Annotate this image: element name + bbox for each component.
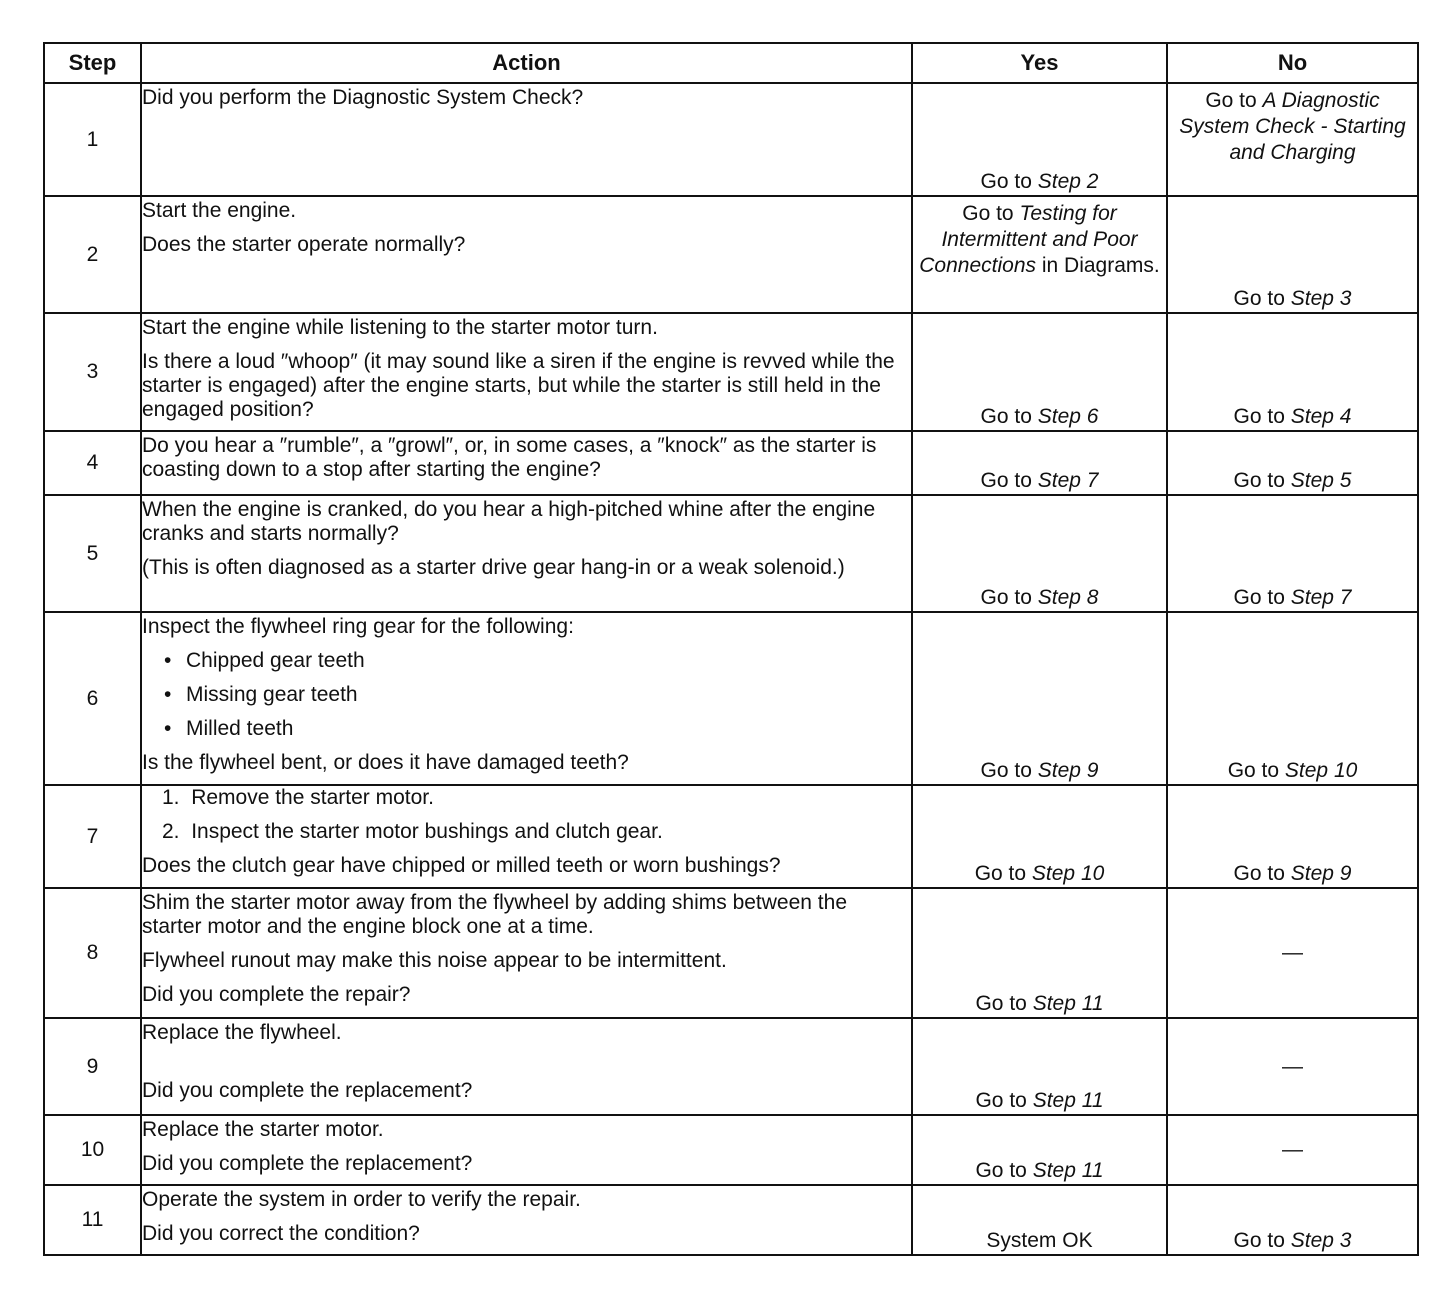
action-text: Did you perform the Diagnostic System Check? [142, 86, 584, 109]
yes-prefix: Go to [980, 170, 1032, 193]
yes-link[interactable]: Step 7 [1037, 469, 1099, 492]
item-number: 2. [162, 820, 180, 843]
action-text: Flywheel runout may make this noise appear to be intermittent. [142, 949, 727, 972]
no-cell [1167, 495, 1418, 612]
yes-cell [912, 785, 1167, 888]
table-row [44, 196, 1418, 313]
no-prefix: Go to [1233, 862, 1285, 885]
yes-cell: System OK [912, 1185, 1167, 1255]
yes-link[interactable]: Step 6 [1037, 405, 1099, 428]
step-number: 1 [44, 83, 141, 196]
no-prefix: Go to [1233, 469, 1285, 492]
action-text: Does the clutch gear have chipped or milled teeth or worn bushings? [142, 854, 781, 877]
numbered-list [142, 786, 911, 844]
no-cell [1167, 431, 1418, 495]
yes-link[interactable]: Step 2 [1037, 170, 1099, 193]
yes-prefix: Go to [975, 1159, 1027, 1182]
table-row [44, 612, 1418, 785]
step-number: 6 [44, 612, 141, 785]
action-cell [141, 313, 912, 431]
step-number: 3 [44, 313, 141, 431]
table-row [44, 313, 1418, 431]
no-cell: — [1167, 1018, 1418, 1115]
table-row [44, 1185, 1418, 1255]
step-number: 8 [44, 888, 141, 1018]
diagnostic-table [43, 42, 1419, 1256]
bullet-item: • Missing gear teeth [164, 683, 911, 707]
table-row [44, 83, 1418, 196]
yes-cell [912, 83, 1167, 196]
step-number: 2 [44, 196, 141, 313]
no-link[interactable]: Step 10 [1284, 759, 1358, 782]
no-link[interactable]: Step 3 [1290, 1229, 1352, 1252]
step-number: 4 [44, 431, 141, 495]
step-number: 5 [44, 495, 141, 612]
yes-cell [912, 431, 1167, 495]
action-text: Did you complete the replacement? [142, 1152, 473, 1175]
yes-cell [912, 196, 1167, 313]
item-text: Inspect the starter motor bushings and clutch gear. [191, 820, 663, 843]
yes-prefix: Go to [975, 992, 1027, 1015]
item-number: 1. [162, 786, 180, 809]
action-text: Replace the flywheel. [142, 1021, 342, 1044]
step-number: 11 [44, 1185, 141, 1255]
action-cell [141, 431, 912, 495]
yes-prefix: Go to [980, 759, 1032, 782]
action-text: Does the starter operate normally? [142, 233, 466, 256]
no-prefix: Go to [1205, 89, 1257, 112]
no-cell: — [1167, 888, 1418, 1018]
action-text: Shim the starter motor away from the flywheel by adding shims between the starter motor and the engine block one at a time. [142, 891, 847, 938]
no-link[interactable]: Step 5 [1290, 469, 1352, 492]
action-cell [141, 1018, 912, 1115]
step-number: 9 [44, 1018, 141, 1115]
table-header-row [44, 43, 1418, 83]
yes-prefix: Go to [962, 202, 1014, 225]
no-cell [1167, 785, 1418, 888]
no-cell [1167, 1185, 1418, 1255]
action-text: When the engine is cranked, do you hear a high-pitched whine after the engine cranks and starts normally? [142, 498, 876, 545]
no-prefix: Go to [1233, 287, 1285, 310]
action-text: Is the flywheel bent, or does it have damaged teeth? [142, 751, 629, 774]
yes-link[interactable]: Step 11 [1032, 1159, 1104, 1182]
table-row [44, 1115, 1418, 1185]
bullet-item: • Milled teeth [164, 717, 911, 741]
action-text: Start the engine. [142, 199, 297, 222]
table-row [44, 785, 1418, 888]
action-cell [141, 196, 912, 313]
table-row [44, 1018, 1418, 1115]
no-cell [1167, 196, 1418, 313]
no-link[interactable]: A Diagnostic System Check - Starting and Charging [1179, 89, 1406, 164]
step-number: 10 [44, 1115, 141, 1185]
table-row [44, 888, 1418, 1018]
yes-prefix: Go to [980, 469, 1032, 492]
yes-prefix: Go to [975, 1089, 1027, 1112]
bullet-list [142, 649, 911, 741]
no-cell [1167, 313, 1418, 431]
action-cell [141, 1185, 912, 1255]
yes-link[interactable]: Step 8 [1037, 586, 1099, 609]
header-no: No [1167, 43, 1418, 83]
action-cell [141, 1115, 912, 1185]
action-cell [141, 785, 912, 888]
yes-cell [912, 612, 1167, 785]
action-text: Operate the system in order to verify the repair. [142, 1188, 581, 1211]
step-number: 7 [44, 785, 141, 888]
yes-prefix: Go to [974, 862, 1027, 885]
no-link[interactable]: Step 3 [1290, 287, 1352, 310]
action-text: Is there a loud ″whoop″ (it may sound like a siren if the engine is revved while the starter is engaged) after the engine starts, but while the starter is still held in the engaged position? [142, 350, 895, 421]
yes-link[interactable]: Step 11 [1032, 1089, 1104, 1112]
no-cell: — [1167, 1115, 1418, 1185]
no-link[interactable]: Step 9 [1290, 862, 1352, 885]
action-cell [141, 83, 912, 196]
no-link[interactable]: Step 4 [1290, 405, 1352, 428]
no-prefix: Go to [1227, 759, 1280, 782]
action-text: Did you complete the repair? [142, 983, 411, 1006]
item-text: Remove the starter motor. [191, 786, 434, 809]
header-action: Action [141, 43, 912, 83]
yes-link[interactable]: Step 11 [1032, 992, 1104, 1015]
yes-cell [912, 313, 1167, 431]
table-row [44, 431, 1418, 495]
no-prefix: Go to [1233, 405, 1285, 428]
yes-link[interactable]: Testing for Intermittent and Poor Connections [919, 202, 1138, 277]
header-step: Step [44, 43, 141, 83]
yes-prefix: Go to [980, 405, 1032, 428]
numbered-item [162, 820, 911, 844]
numbered-item [162, 786, 911, 810]
action-text: Do you hear a ″rumble″, a ″growl″, or, in some cases, a ″knock″ as the starter is coasting down to a stop after starting the engine? [142, 434, 877, 481]
yes-link[interactable]: Step 9 [1037, 759, 1099, 782]
action-text: Did you correct the condition? [142, 1222, 420, 1245]
yes-cell [912, 495, 1167, 612]
action-cell [141, 888, 912, 1018]
bullet-item: • Chipped gear teeth [164, 649, 911, 673]
no-cell [1167, 612, 1418, 785]
header-yes: Yes [912, 43, 1167, 83]
yes-cell [912, 1115, 1167, 1185]
yes-prefix: Go to [980, 586, 1032, 609]
action-text: Start the engine while listening to the starter motor turn. [142, 316, 658, 339]
yes-cell [912, 1018, 1167, 1115]
action-text: (This is often diagnosed as a starter drive gear hang-in or a weak solenoid.) [142, 556, 845, 579]
action-text: Inspect the flywheel ring gear for the following: [142, 615, 574, 638]
no-prefix: Go to [1233, 1229, 1285, 1252]
yes-cell [912, 888, 1167, 1018]
action-text: Did you complete the replacement? [142, 1079, 473, 1102]
action-cell [141, 612, 912, 785]
no-link[interactable]: Step 7 [1290, 586, 1352, 609]
yes-suffix: in Diagrams. [1041, 254, 1160, 277]
action-text: Replace the starter motor. [142, 1118, 384, 1141]
action-cell [141, 495, 912, 612]
no-prefix: Go to [1233, 586, 1285, 609]
table-row [44, 495, 1418, 612]
no-cell [1167, 83, 1418, 196]
yes-link[interactable]: Step 10 [1031, 862, 1105, 885]
